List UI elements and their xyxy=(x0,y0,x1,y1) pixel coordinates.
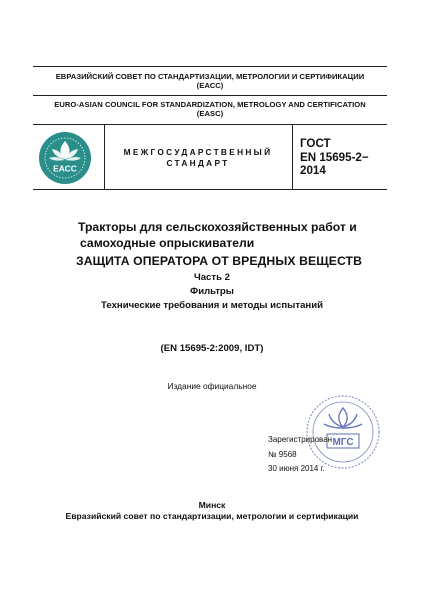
mgs-stamp-icon xyxy=(305,394,381,470)
standard-type-line2: СТАНДАРТ xyxy=(166,158,230,168)
title-line-2: самоходные опрыскиватели xyxy=(80,236,255,250)
easc-logo-icon xyxy=(38,131,92,185)
council-name-en: EURO-ASIAN COUNCIL FOR STANDARDIZATION, METROLOGY AND CERTIFICATION xyxy=(54,100,366,109)
divider-left xyxy=(104,125,105,189)
official-edition: Издание официальное xyxy=(167,381,257,391)
header-top-rule xyxy=(33,66,387,67)
registration-label: Зарегистрирован xyxy=(268,435,333,444)
title-scope: Технические требования и методы испытаний xyxy=(100,300,324,311)
header-bottom-rule xyxy=(33,124,387,125)
footer-city: Минск xyxy=(198,500,226,510)
title-part: Часть 2 xyxy=(193,272,230,283)
standard-type-line1: МЕЖГОСУДАРСТВЕННЫЙ xyxy=(123,147,273,157)
footer-organization: Евразийский совет по стандартизации, метрологии и сертификации xyxy=(65,511,359,521)
council-abbr-en: (EASC) xyxy=(196,109,224,118)
logo-text: ЕАСС xyxy=(53,163,77,174)
divider-right xyxy=(292,125,293,189)
title-line-3: ЗАЩИТА ОПЕРАТОРА ОТ ВРЕДНЫХ ВЕЩЕСТВ xyxy=(76,254,362,268)
registration-number: № 9568 xyxy=(268,450,297,459)
title-subtitle: Фильтры xyxy=(190,286,234,297)
registration-date: 30 июня 2014 г. xyxy=(268,464,325,473)
stamp-text: МГС xyxy=(332,437,354,448)
header-final-rule xyxy=(33,189,387,190)
equivalence-note: (EN 15695-2:2009, IDT) xyxy=(160,343,264,354)
header-middle-rule xyxy=(33,95,387,96)
gost-year: 2014 xyxy=(300,164,326,177)
standard-type xyxy=(110,147,286,169)
gost-number: EN 15695-2− xyxy=(300,150,369,164)
council-name-ru: ЕВРАЗИЙСКИЙ СОВЕТ ПО СТАНДАРТИЗАЦИИ, МЕТРОЛОГИИ И СЕРТИФИКАЦИИ xyxy=(55,72,365,81)
gost-label: ГОСТ xyxy=(300,137,331,150)
council-abbr-ru: (ЕАСС) xyxy=(196,81,224,90)
title-line-1: Тракторы для сельскохозяйственных работ и xyxy=(78,220,357,234)
gost-designation xyxy=(300,137,390,178)
